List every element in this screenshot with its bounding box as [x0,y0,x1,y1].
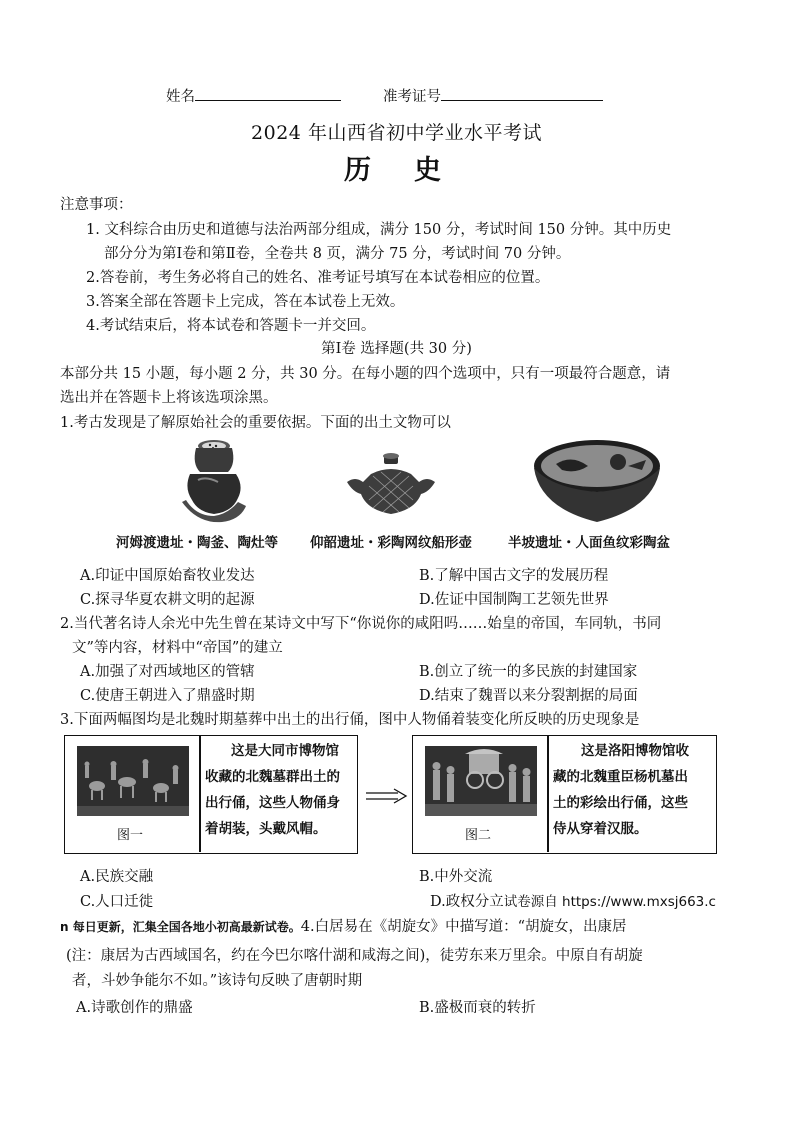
notes-heading: 注意事项： [60,197,133,213]
figure-2-text-line-2: 藏的北魏重臣杨机墓出 [553,769,688,785]
q2-option-c[interactable]: C.使唐王朝进入了鼎盛时期 [80,688,255,704]
q1-option-b[interactable]: B.了解中国古文字的发展历程 [419,568,609,584]
figure-2-box [412,735,717,854]
figure-1-text-line-1: 这是大同市博物馆 [231,743,339,759]
q2-option-a[interactable]: A.加强了对西域地区的管辖 [80,664,255,680]
section-title: 第Ⅰ卷 选择题(共 30 分) [321,341,472,357]
figure-2-text-line-1: 这是洛阳博物馆收 [581,743,689,759]
name-blank[interactable] [195,86,341,101]
q1-stem: 1.考古发现是了解原始社会的重要依据。下面的出土文物可以 [60,415,451,431]
arrow-right-icon [364,788,408,804]
note-1-line-1: 1. 文科综合由历史和道德与法治两部分组成，满分 150 分，考试时间 150 分钟。其中历史 [86,222,672,238]
q3-option-d[interactable]: D.政权分立 [430,894,504,910]
section-intro-line-1: 本部分共 15 小题，每小题 2 分，共 30 分。在每小题的四个选项中，只有一项最符合题意，请 [60,366,671,382]
id-blank[interactable] [441,86,603,101]
q4-stem-line-1: 4.白居易在《胡旋女》中描写道：“胡旋女，出康居 [300,919,627,935]
q2-stem-line-1: 2.当代著名诗人余光中先生曾在某诗文中写下“你说你的咸阳吗……始皇的帝国，车同轨，书同 [60,616,662,632]
figure-2-text-line-3: 土的彩绘出行俑，这些 [553,795,688,811]
figure-1-label: 图一 [117,828,144,843]
figure-2-divider [547,736,549,852]
q3-stem: 3.下面两幅图均是北魏时期墓葬中出土的出行俑，图中人物俑着装变化所反映的历史现象是 [60,712,640,728]
q4-stem-line-3: 者，斗妙争能尔不如。”该诗句反映了唐朝时期 [72,973,363,989]
q2-option-b[interactable]: B.创立了统一的多民族的封建国家 [419,664,638,680]
q1-option-a[interactable]: A.印证中国原始畜牧业发达 [80,568,255,584]
hemudu-pottery-image [178,436,250,528]
q3-option-d-line [430,891,716,913]
figure-1-divider [199,736,201,852]
note-3: 3.答案全部在答题卡上完成，答在本试卷上无效。 [86,294,405,310]
figure-2-text-line-4: 侍从穿着汉服。 [553,821,648,837]
q1-option-c[interactable]: C.探寻华夏农耕文明的起源 [80,592,255,608]
figure-2-label: 图二 [465,828,492,843]
caption-banpo: 半坡遗址・人面鱼纹彩陶盆 [508,535,670,551]
figure-1-box [64,735,358,854]
note-4: 4.考试结束后，将本试卷和答题卡一并交回。 [86,318,376,334]
q2-stem-line-2: 文”等内容，材料中“帝国”的建立 [72,640,283,656]
figure-1-text-line-3: 出行俑，这些人物俑身 [205,795,340,811]
figure-1-text-line-2: 收藏的北魏墓群出土的 [205,769,340,785]
yangshao-boat-pot-image [343,452,439,522]
watermark-line-1: 试卷源自 https://www.mxsj663.c [503,894,716,910]
q4-first-line [60,916,626,938]
q3-option-c[interactable]: C.人口迁徙 [80,894,154,910]
id-label: 准考证号 [383,89,441,105]
figure-2-photo [425,746,537,816]
name-field[interactable] [166,86,341,108]
exam-title: 2024 年山西省初中学业水平考试 [251,122,542,144]
q4-stem-line-2: (注：康居为古西域国名，约在今巴尔喀什湖和咸海之间)，徒劳东来万里余。中原自有胡旋 [66,948,643,964]
name-label: 姓名 [166,89,195,105]
note-2: 2.答卷前，考生务必将自己的姓名、准考证号填写在本试卷相应的位置。 [86,270,550,286]
caption-yangshao: 仰韶遗址・彩陶网纹船形壶 [310,535,472,551]
q4-option-b[interactable]: B.盛极而衰的转折 [419,1000,536,1016]
section-intro-line-2: 选出并在答题卡上将该选项涂黑。 [60,390,278,406]
figure-1-photo [77,746,189,816]
figure-1-text-line-4: 着胡装，头戴风帽。 [205,821,327,837]
q3-option-b[interactable]: B.中外交流 [419,869,493,885]
caption-hemudu: 河姆渡遗址・陶釜、陶灶等 [116,535,278,551]
q4-option-a[interactable]: A.诗歌创作的鼎盛 [76,1000,193,1016]
q1-option-d[interactable]: D.佐证中国制陶工艺领先世界 [419,592,609,608]
subject-title: 历 史 [344,155,449,186]
banpo-basin-image [532,438,662,524]
q2-option-d[interactable]: D.结束了魏晋以来分裂割据的局面 [419,688,638,704]
id-field[interactable] [383,86,603,108]
note-1-line-2: 部分分为第Ⅰ卷和第Ⅱ卷，全卷共 8 页，满分 75 分，考试时间 70 分钟。 [104,246,571,262]
q3-option-a[interactable]: A.民族交融 [80,869,154,885]
watermark-line-2: n 每日更新，汇集全国各地小初高最新试卷。 [60,920,301,934]
